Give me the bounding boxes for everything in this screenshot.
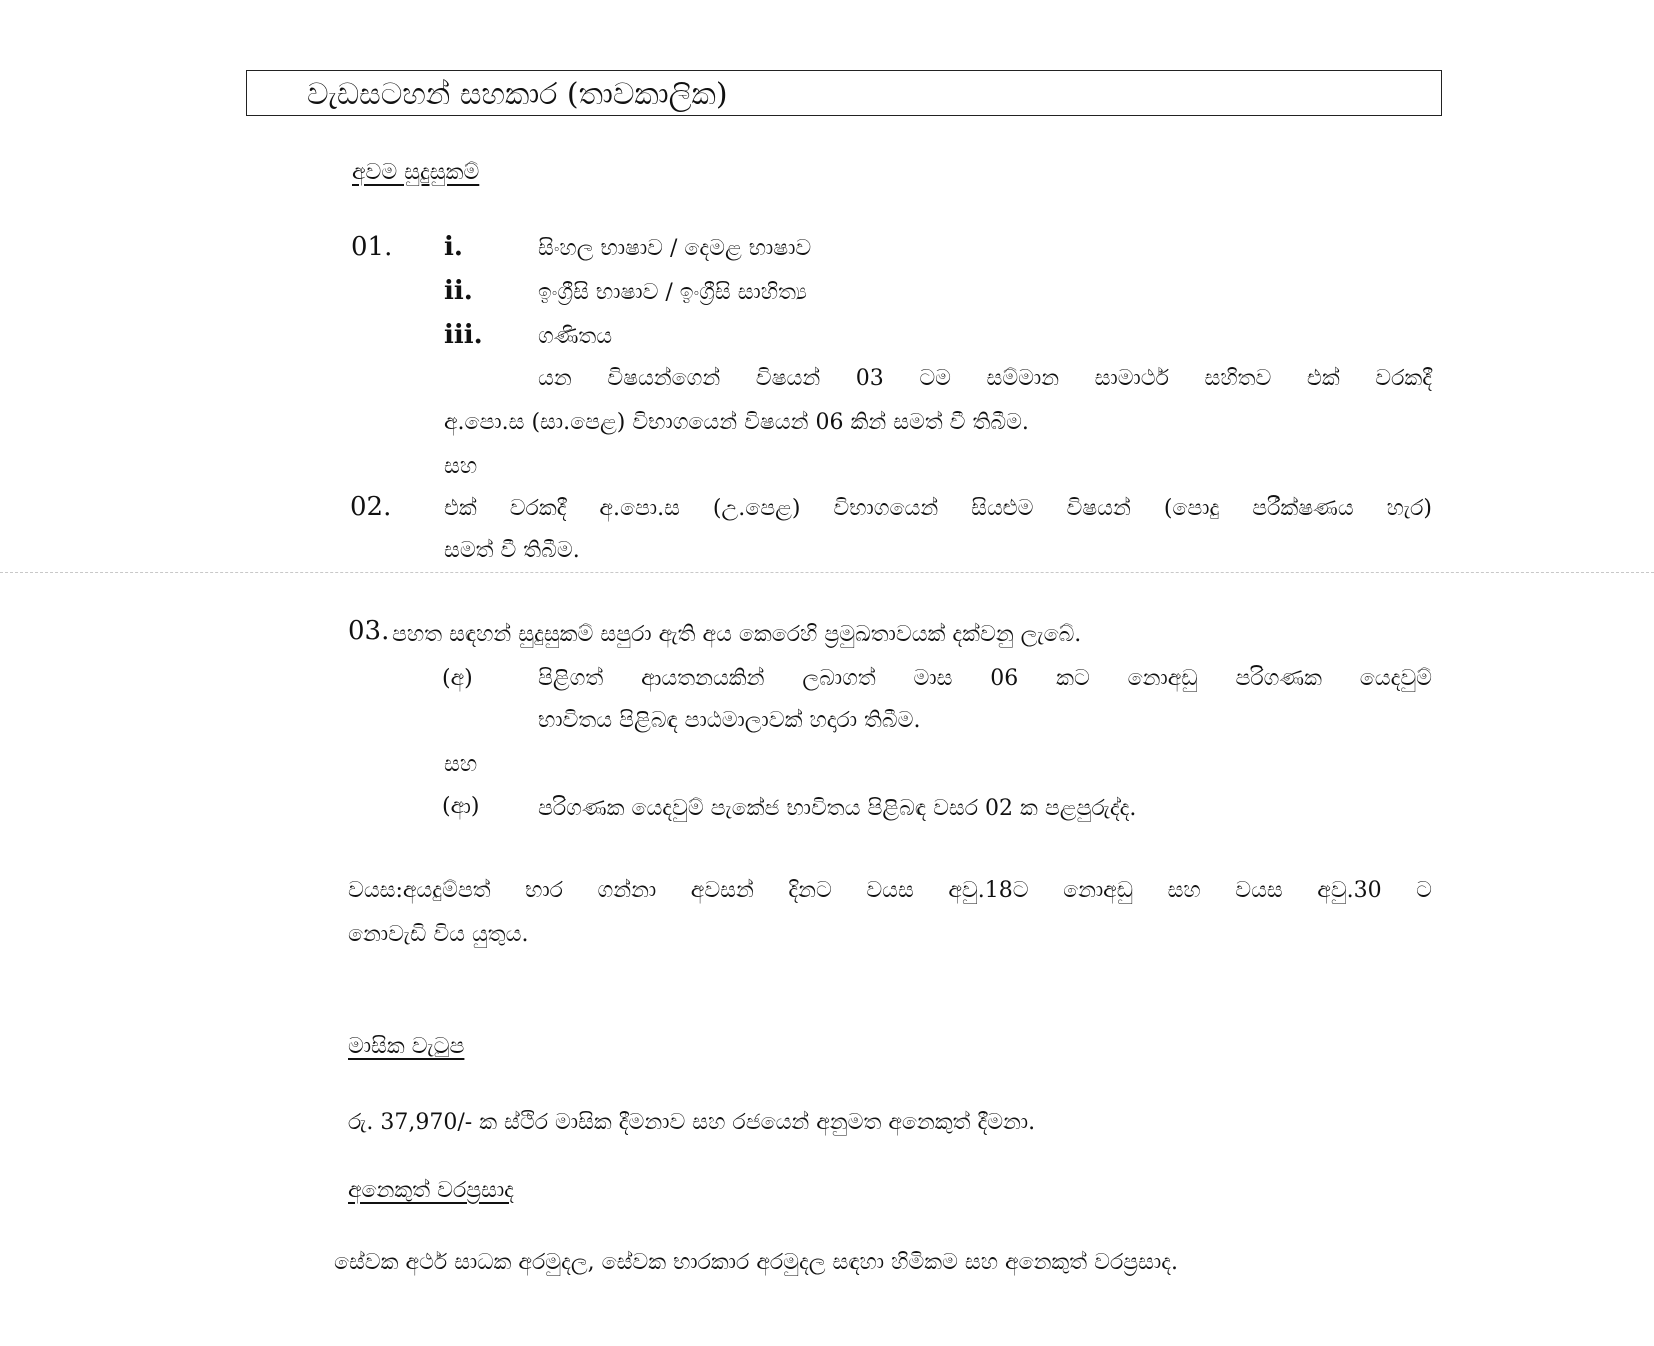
benefits-text: සේවක අර්ථ සාධක අරමුදල, සේවක භාරකාර අරමුදල සඳහා හිමිකම සහ අනෙකුත් වරප්‍රසාද.	[334, 1250, 1178, 1275]
subject-2-numeral: ii.	[444, 276, 473, 306]
subject-1-numeral: i.	[444, 232, 463, 262]
subject-1-text: සිංහල භාෂාව / දෙමළ භාෂාව	[538, 236, 812, 261]
scan-fold-line	[0, 572, 1654, 573]
age-line-2: නොවැඩි විය යුතුය.	[348, 922, 529, 947]
item-3-lead: පහත සඳහන් සුදුසුකම් සපුරා ඇති අය කෙරෙහි ප්‍රමුඛතාවයක් දක්වනු ලැබේ.	[392, 622, 1082, 647]
item-2-line-2: සමත් වී තිබීම.	[444, 538, 580, 563]
item-1-number: 01.	[351, 232, 393, 262]
item-1-line-2: අ.පො.ස (සා.පෙළ) විභාගයෙන් විෂයන් 06 කින් සමත් වී තිබීම.	[444, 410, 1029, 435]
salary-text: රු. 37,970/- ක ස්ථිර මාසික දීමනාව සහ රජයෙන් අනුමත අනෙකුත් දීමනා.	[348, 1110, 1036, 1135]
item-3-number: 03.	[348, 616, 390, 646]
item-1-line-1: යන විෂයන්ගෙන් විෂයන් 03 ටම සම්මාන සාමාර්ථ සහිතව එක් වරකදී	[538, 366, 1432, 391]
salary-heading: මාසික වැටුප	[348, 1034, 465, 1059]
min-qualifications-heading: අවම සුදුසුකම්	[352, 160, 480, 185]
item-2-line-1: එක් වරකදී අ.පො.ස (උ.පෙළ) විභාගයෙන් සියළුම විෂයන් (පොදු පරීක්ෂණය හැර)	[444, 496, 1432, 521]
item-3b-text: පරිගණක යෙදවුම් පැකේජ භාවිතය පිළිබඳ වසර 02 ක පළපුරුද්ද.	[538, 796, 1137, 821]
item-2-number: 02.	[350, 492, 392, 522]
subject-3-text: ගණිතය	[538, 324, 613, 349]
item-3a-label: (අ)	[442, 666, 473, 691]
age-line-1: වයස:අයදුම්පත් භාර ගන්නා අවසන් දිනට වයස අවු.18ට නොඅඩු සහ වයස අවු.30 ට	[348, 878, 1432, 903]
item-3b-label: (ආ)	[442, 794, 480, 819]
title-box	[246, 70, 1442, 116]
and-connector-2: සහ	[444, 752, 478, 777]
and-connector-1: සහ	[444, 454, 478, 479]
subject-2-text: ඉංග්‍රීසි භාෂාව / ඉංග්‍රීසි සාහිත්‍ය	[538, 280, 807, 305]
benefits-heading: අනෙකුත් වරප්‍රසාද	[348, 1178, 514, 1203]
item-3a-line-1: පිළිගත් ආයතනයකින් ලබාගත් මාස 06 කට නොඅඩු පරිගණක යෙදවුම්	[538, 666, 1432, 691]
item-3a-line-2: භාවිතය පිළිබඳ පාඨමාලාවක් හදාරා තිබීම.	[538, 708, 921, 733]
page-title: වැඩසටහන් සහකාර (තාවකාලික)	[307, 77, 728, 112]
subject-3-numeral: iii.	[444, 320, 483, 350]
